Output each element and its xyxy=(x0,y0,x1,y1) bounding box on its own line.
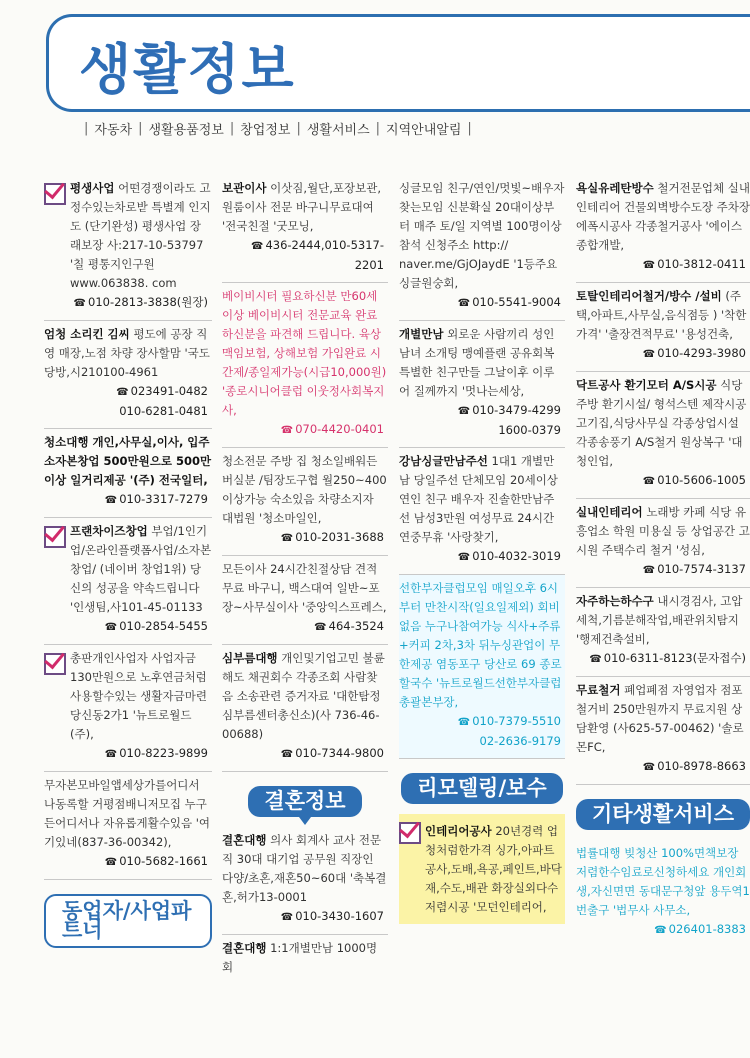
phone-icon: ☎ xyxy=(280,425,294,436)
ad-body: 철거전문업체 실내인테리어 건물외벽방수도장 주차장에폭시공사 각종철거공사 '에이스종합개발, xyxy=(576,181,750,252)
classified-ad xyxy=(44,772,212,880)
category-item[interactable]: 생활용품정보 xyxy=(148,123,224,138)
phone-icon: ☎ xyxy=(589,654,602,665)
phone-icon: ☎ xyxy=(250,241,264,252)
ad-body: 노래방 카페 식당 유흥업소 학원 미용실 등 상업공간 고시원 주택수리 철거 '성심, xyxy=(576,505,750,557)
classified-ad xyxy=(576,588,750,677)
ad-phone: ☎ 010-5606-1005 xyxy=(642,473,746,487)
ad-title: 엄청 소리킨 김씨 xyxy=(44,327,130,341)
column-1 xyxy=(44,175,212,1058)
ad-phone: ☎ 010-8223-9899 xyxy=(104,746,208,760)
section-banner-wedding: 결혼정보 xyxy=(248,786,361,817)
ad-phone: ☎ 010-6311-8123(문자접수) xyxy=(589,651,746,665)
phone-icon: ☎ xyxy=(104,622,118,633)
ad-body: 외로운 사람끼리 성인남녀 소개팅 맹예플랜 공유회복 특별한 친구만들 그날이후 이루어 질께까지 '멋나는세상, xyxy=(399,327,555,398)
ad-title: 결혼대행 xyxy=(222,941,267,955)
classified-ad xyxy=(222,283,388,448)
ad-body: 싱글모임 친구/연인/멋빛~배우자 찾는모임 신분확실 20대이상부터 매주 토/일 지역별 100명이상 참석 신청주소 http:// naver.me/GjOJaydE '1등주요 싱글원숭회, xyxy=(399,181,565,290)
ad-phone: ☎ 026401-8383 xyxy=(654,922,746,936)
classified-ad xyxy=(576,840,750,947)
ad-phone: ☎ 010-4032-3019 xyxy=(457,549,561,563)
phone-icon: ☎ xyxy=(642,565,656,576)
title-box xyxy=(46,14,750,112)
phone-icon: ☎ xyxy=(457,717,471,728)
classified-ad xyxy=(222,448,388,556)
classified-ad xyxy=(576,175,750,283)
phone-icon: ☎ xyxy=(280,533,294,544)
ad-body: 부업/1인기업/온라인플랫폼사업/소자본창업/ (네이버 창업1위) 당신의 성공을 약속드립니다 '인생팀,사101-45-01133 xyxy=(70,524,212,614)
ad-body: 총판개인사업자 사업자금 130만원으로 노후연금처럼사용할수있는 생활자금마련 당신동2가1 '뉴트로월드(주), xyxy=(70,651,207,741)
ad-title: 보관이사 xyxy=(222,181,267,195)
ad-body: 법률대행 빚청산 100%면책보장 저렴한수임료로신청하세요 개인회생,자신면면 동대문구청앞 용두역1번출구 '법무사 사무소, xyxy=(576,846,750,917)
ad-body: 개인및기업고민 불륜해도 채권회수 각종조회 사람찾음 소송관련 증거자료 '대한탐정심부름센터총신소)(사 736-46-00688) xyxy=(222,651,385,741)
ad-body: 평도에 공장 직영 매장,노점 차량 장사할맘 '국도당방,시210100-4961 xyxy=(44,327,210,379)
phone-icon: ☎ xyxy=(654,925,667,936)
ad-title: 닥트공사 환기모터 A/S시공 xyxy=(576,378,717,392)
classified-ad xyxy=(44,321,212,429)
ad-phone: ☎ 010-3479-4299 1600-0379 xyxy=(457,403,561,437)
ad-body: 이삿짐,월단,포장보관, 원룸이사 전문 바구니무료대여 '전국친절 '굿모닝, xyxy=(222,181,382,233)
classified-ad xyxy=(576,499,750,588)
classified-ad xyxy=(44,429,212,518)
ad-phone: ☎ 010-2813-3838(원장) xyxy=(73,295,208,309)
classified-ad xyxy=(576,372,750,499)
ad-body: 무자본모바일앱세상가를어디서 나동록할 거평점배니저모집 누구든어디서나 자유롭게활수있음 '여기있네(837-36-00342), xyxy=(44,778,210,849)
ad-phone: ☎ 010-3430-1607 xyxy=(280,909,384,923)
phone-icon: ☎ xyxy=(104,749,118,760)
phone-icon: ☎ xyxy=(314,622,327,633)
classified-ad xyxy=(399,575,565,759)
column-2 xyxy=(222,175,388,1058)
phone-icon: ☎ xyxy=(104,857,118,868)
phone-icon: ☎ xyxy=(642,349,656,360)
ad-phone: ☎ 010-7379-5510 02-2636-9179 xyxy=(457,714,561,748)
ad-title: 무료철거 xyxy=(576,683,621,697)
phone-icon: ☎ xyxy=(642,762,656,773)
ad-title: 실내인테리어 xyxy=(576,505,643,519)
checkmark-icon xyxy=(44,526,66,548)
category-item[interactable]: 자동차 xyxy=(94,123,133,138)
phone-icon: ☎ xyxy=(642,476,656,487)
ad-phone: ☎ 010-8978-8663 xyxy=(642,759,746,773)
ad-body: 20년경력 업청처럼한가격 싱가,아파트공사,도배,욕공,페인트,바닥재,수도,배관 화장실외다수 저렴시공 '모던인테리어, xyxy=(425,824,562,914)
ad-body: 식당주방 환기시설/ 형석스텐 제작시공 고기집,식당사무실 각종상업시설 각종송풍기 A/S철거 원상복구 '대청인업, xyxy=(576,378,747,468)
checkmark-icon xyxy=(399,822,421,844)
ad-body: 폐업폐점 자영업자 점포철거비 250만원까지 무료지원 상담환영 (사625-57-00462) '솔로몬FC, xyxy=(576,683,744,754)
phone-icon: ☎ xyxy=(280,912,294,923)
phone-icon: ☎ xyxy=(280,749,294,760)
phone-icon: ☎ xyxy=(457,298,471,309)
ad-body: (주택,아파트,사무실,음식점등 ) '착한가격' '출장견적무료' '용성건축, xyxy=(576,289,747,341)
ad-phone: ☎ 010-3317-7279 xyxy=(104,492,208,506)
classified-ad xyxy=(222,935,388,984)
ad-phone: ☎ 010-7344-9800 xyxy=(280,746,384,760)
ad-phone: ☎ 010-3812-0411 xyxy=(642,257,746,271)
ad-body: 어떤경쟁이라도 고정수있는차로받 특별계 인지도 (단기완성) 평생사업 장래보장 사:217-10-53797 '칠 평통지인구원www.063838. com xyxy=(70,181,211,290)
ad-title: 심부름대행 xyxy=(222,651,278,665)
ad-title: 욕실유레탄방수 xyxy=(576,181,654,195)
ad-title: 결혼대행 xyxy=(222,833,267,847)
ad-title: 자주하는하수구 xyxy=(576,594,654,608)
ad-phone: ☎ 010-7574-3137 xyxy=(642,562,746,576)
ad-title: 프랜차이즈창업 xyxy=(70,524,148,538)
classified-ad xyxy=(222,827,388,935)
phone-icon: ☎ xyxy=(73,298,87,309)
ad-title: 평생사업 xyxy=(70,181,115,195)
classified-ad xyxy=(399,814,565,924)
ad-body: 1대1 개별만남 당일주선 단체모임 20세이상 연인 친구 배우자 진솔한만남주선 남성3만원 여성무료 24시간 연중무휴 '사랑찾기, xyxy=(399,454,558,544)
column-4 xyxy=(576,175,750,1058)
category-item[interactable]: 창업정보 xyxy=(240,123,291,138)
ad-phone: ☎ 010-5682-1661 xyxy=(104,854,208,868)
section-banner-remodel: 리모델링/보수 xyxy=(401,773,562,804)
ad-title: 개별만남 xyxy=(399,327,444,341)
ad-title: 인테리어공사 xyxy=(425,824,492,838)
ad-body: 모든이사 24시간친절상담 견적무료 바구니, 백스대여 일반~포장~사무실이사 '중앙익스프레스, xyxy=(222,562,387,614)
ad-phone: ☎ 010-2854-5455 xyxy=(104,619,208,633)
ad-body: 내시경검사, 고압세척,기름분해작업,배관위치탐지 '행제건축설비, xyxy=(576,594,743,646)
phone-icon: ☎ xyxy=(104,495,118,506)
ad-title: 청소대행 개인,사무실,이사, 입주 소자본창업 500만원으로 500만이상 일거리제공 '(주) 전국일터, xyxy=(44,435,212,487)
ad-phone: ☎ 010-5541-9004 xyxy=(457,295,561,309)
ad-body: 선한부자클럽모임 매일오후 6시부터 만찬시작(일요일제외) 회비없음 누구나참여가능 식사+주류+커피 2차,3차 뒤누싱관업이 무한제공 염동포구 당산로 69 종로할국수 '뉴트로월드선한부자클럽 총괄본부장, xyxy=(399,581,562,709)
classified-ad xyxy=(222,556,388,645)
column-3 xyxy=(399,175,565,1058)
category-item[interactable]: 지역안내알림 xyxy=(386,123,462,138)
classified-ad xyxy=(576,283,750,372)
ad-phone: ☎ 010-2031-3688 xyxy=(280,530,384,544)
ad-title: 강남싱글만남주선 xyxy=(399,454,488,468)
ad-phone: ☎ 023491-0482 010-6281-0481 xyxy=(116,384,208,418)
classified-ad xyxy=(44,175,212,321)
phone-icon: ☎ xyxy=(116,387,129,398)
classified-ad xyxy=(576,677,750,785)
ad-body: 의사 회계사 교사 전문직 30대 대기업 공무원 직장인 다양/초혼,재혼50~60대 '축복결혼,허가13-0001 xyxy=(222,833,387,904)
ad-phone: ☎ 070-4420-0401 xyxy=(280,422,384,436)
phone-icon: ☎ xyxy=(642,260,656,271)
ad-body: 1:1개별만남 1000명회 xyxy=(222,941,378,974)
classified-ad xyxy=(399,321,565,448)
classified-ad xyxy=(222,175,388,283)
phone-icon: ☎ xyxy=(457,552,471,563)
ad-phone: ☎ 464-3524 xyxy=(314,619,384,633)
phone-icon: ☎ xyxy=(457,406,471,417)
checkmark-icon xyxy=(44,653,66,675)
ad-phone: ☎ 010-4293-3980 xyxy=(642,346,746,360)
classified-ad xyxy=(44,645,212,772)
section-banner-etc: 기타생활서비스 xyxy=(576,799,750,830)
classified-ad xyxy=(399,448,565,575)
category-item[interactable]: 생활서비스 xyxy=(306,123,370,138)
section-banner-dongup: 동업자/사업파트너 xyxy=(44,894,212,948)
checkmark-icon xyxy=(44,183,66,205)
page-title: 생활정보 xyxy=(79,38,296,101)
ad-body: 베이비시터 필요하신분 만60세 이상 베이비시터 전문교육 완료 하신분을 파견해 드립니다. 육상 맥임보험, 상해보험 가입완료 시간제/종일제가능(시급10,000원) '종로시니어클럽 이웃정사회복지사, xyxy=(222,289,387,417)
classified-ad xyxy=(44,518,212,645)
ad-phone: ☎ 436-2444,010-5317-2201 xyxy=(250,238,384,272)
ad-body: 청소전문 주방 집 청소일배워든 버실분 /팀장도구협 월250~400 이상가능 숙소있음 차량소지자 대법원 '청소마일인, xyxy=(222,454,387,525)
category-nav: | 자동차 | 생활용품정보 | 창업정보 | 생활서비스 | 지역안내알림 | xyxy=(84,121,472,138)
classified-ad xyxy=(399,175,565,321)
classified-ad xyxy=(222,645,388,772)
ad-title: 토탈인테리어철거/방수 /설비 xyxy=(576,289,722,303)
